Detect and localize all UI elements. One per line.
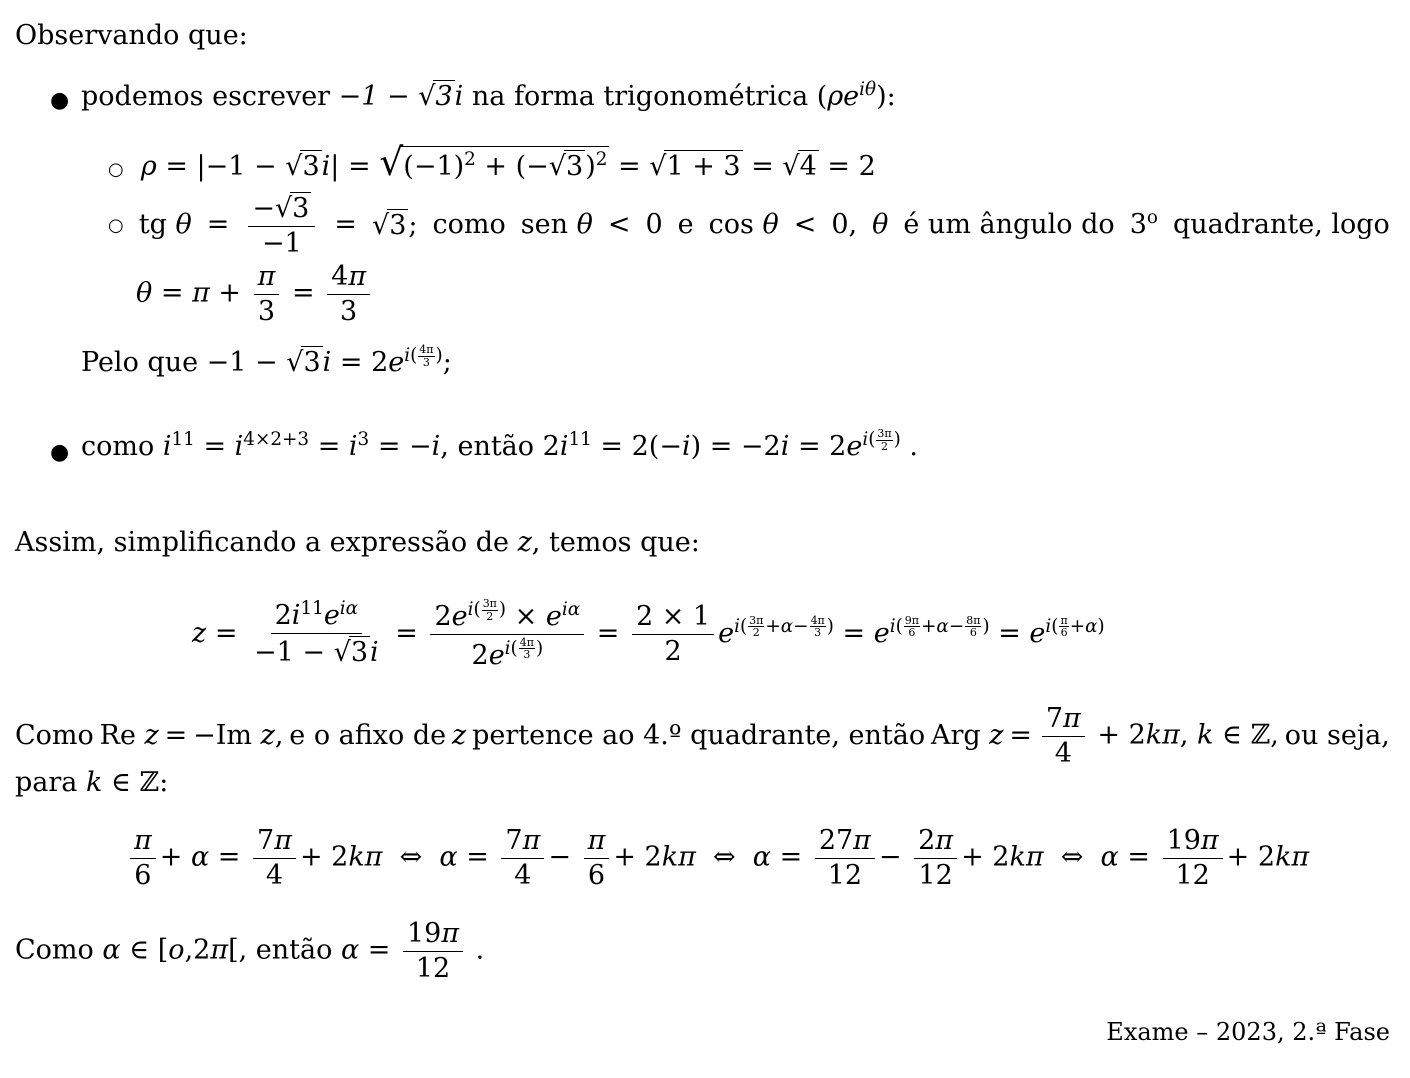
tangent-line: ○ tg θ = $\frac{-√3}{-1}$ = √3; como sen θ < 0 e cos θ < 0, θ é um ângulo do 3$^o$ quadrante, logo	[108, 193, 1390, 260]
para-k-line: para k ∈ ℤ:	[15, 767, 169, 798]
bullet-1: ●	[50, 88, 70, 113]
intro-text: Observando que:	[15, 20, 248, 51]
modulus-line: ○ $\rho = |-1 - √3i| = √(-1)^2 + (-√3)^2 = √1 + 3 = √4 = 2$	[108, 140, 876, 184]
pelo-que-line: Pelo que $-1 - √3i = 2e^{i( \frac{4\pi}{3} )}$;	[81, 343, 452, 379]
theta-line: θ = π + $\frac{\pi}{3}$ = $\frac{4\pi}{3}$	[136, 262, 374, 326]
arg-line: Como Re z = −Im z, e o afixo de z pertence ao 4.º quadrante, então Arg z = $\frac{7\pi}{4}$ + 2kπ, k ∈ ℤ, ou seja,	[15, 703, 1390, 769]
alpha-result: Como α ∈ [o,2π[, então α = $\frac{19\pi}{12}$ .	[15, 918, 485, 984]
bullet-1-text: podemos escrever −1 − √3i na forma trigonométrica $(\rho e^{i\theta})$:	[81, 78, 896, 112]
bullet-2: ●	[50, 440, 70, 465]
alpha-equation: $\frac{\pi}{6}$ + α = $\frac{7\pi}{4}$ + 2kπ ⇔ α = $\frac{7\pi}{4}$ − $\frac{\pi}{6}$ + 2kπ ⇔ α = $\frac{27\pi}{12}$ − $\frac{2\pi}{12}$ + 2kπ ⇔ α = $\frac{19\pi}{12}$ + 2kπ	[126, 826, 1309, 890]
assim-text: Assim, simplificando a expressão de z, temos que:	[15, 527, 700, 558]
z-equation: z = $\frac{2i^{11}e^{i\alpha}}{-1 - √3i}$ = $2e^{i( \frac{3\pi}{2} )} \times e^{i\alpha}$ $2e^{i( \frac{4\pi}{3} )}$ = $\frac{2 \times 1}{2}$ $e^{i( \frac{3\pi}{2} +\alpha- \frac{4\pi}{3} )} = e^{i( \frac{9\pi}{6} +\alpha- \frac{8\pi}{6} )} = e^{i( \frac{\pi}{6} +\alpha)}$	[192, 597, 1105, 671]
bullet-2-text: como $i^{11} = i^{4\times 2+3} = i^3 = -i$, então $2i^{11} = 2(-i) = -2i = 2e^{i( \frac{3\pi}{2} )}$ .	[81, 427, 918, 463]
source-reference: Exame – 2023, 2.ª Fase	[1106, 1018, 1390, 1046]
